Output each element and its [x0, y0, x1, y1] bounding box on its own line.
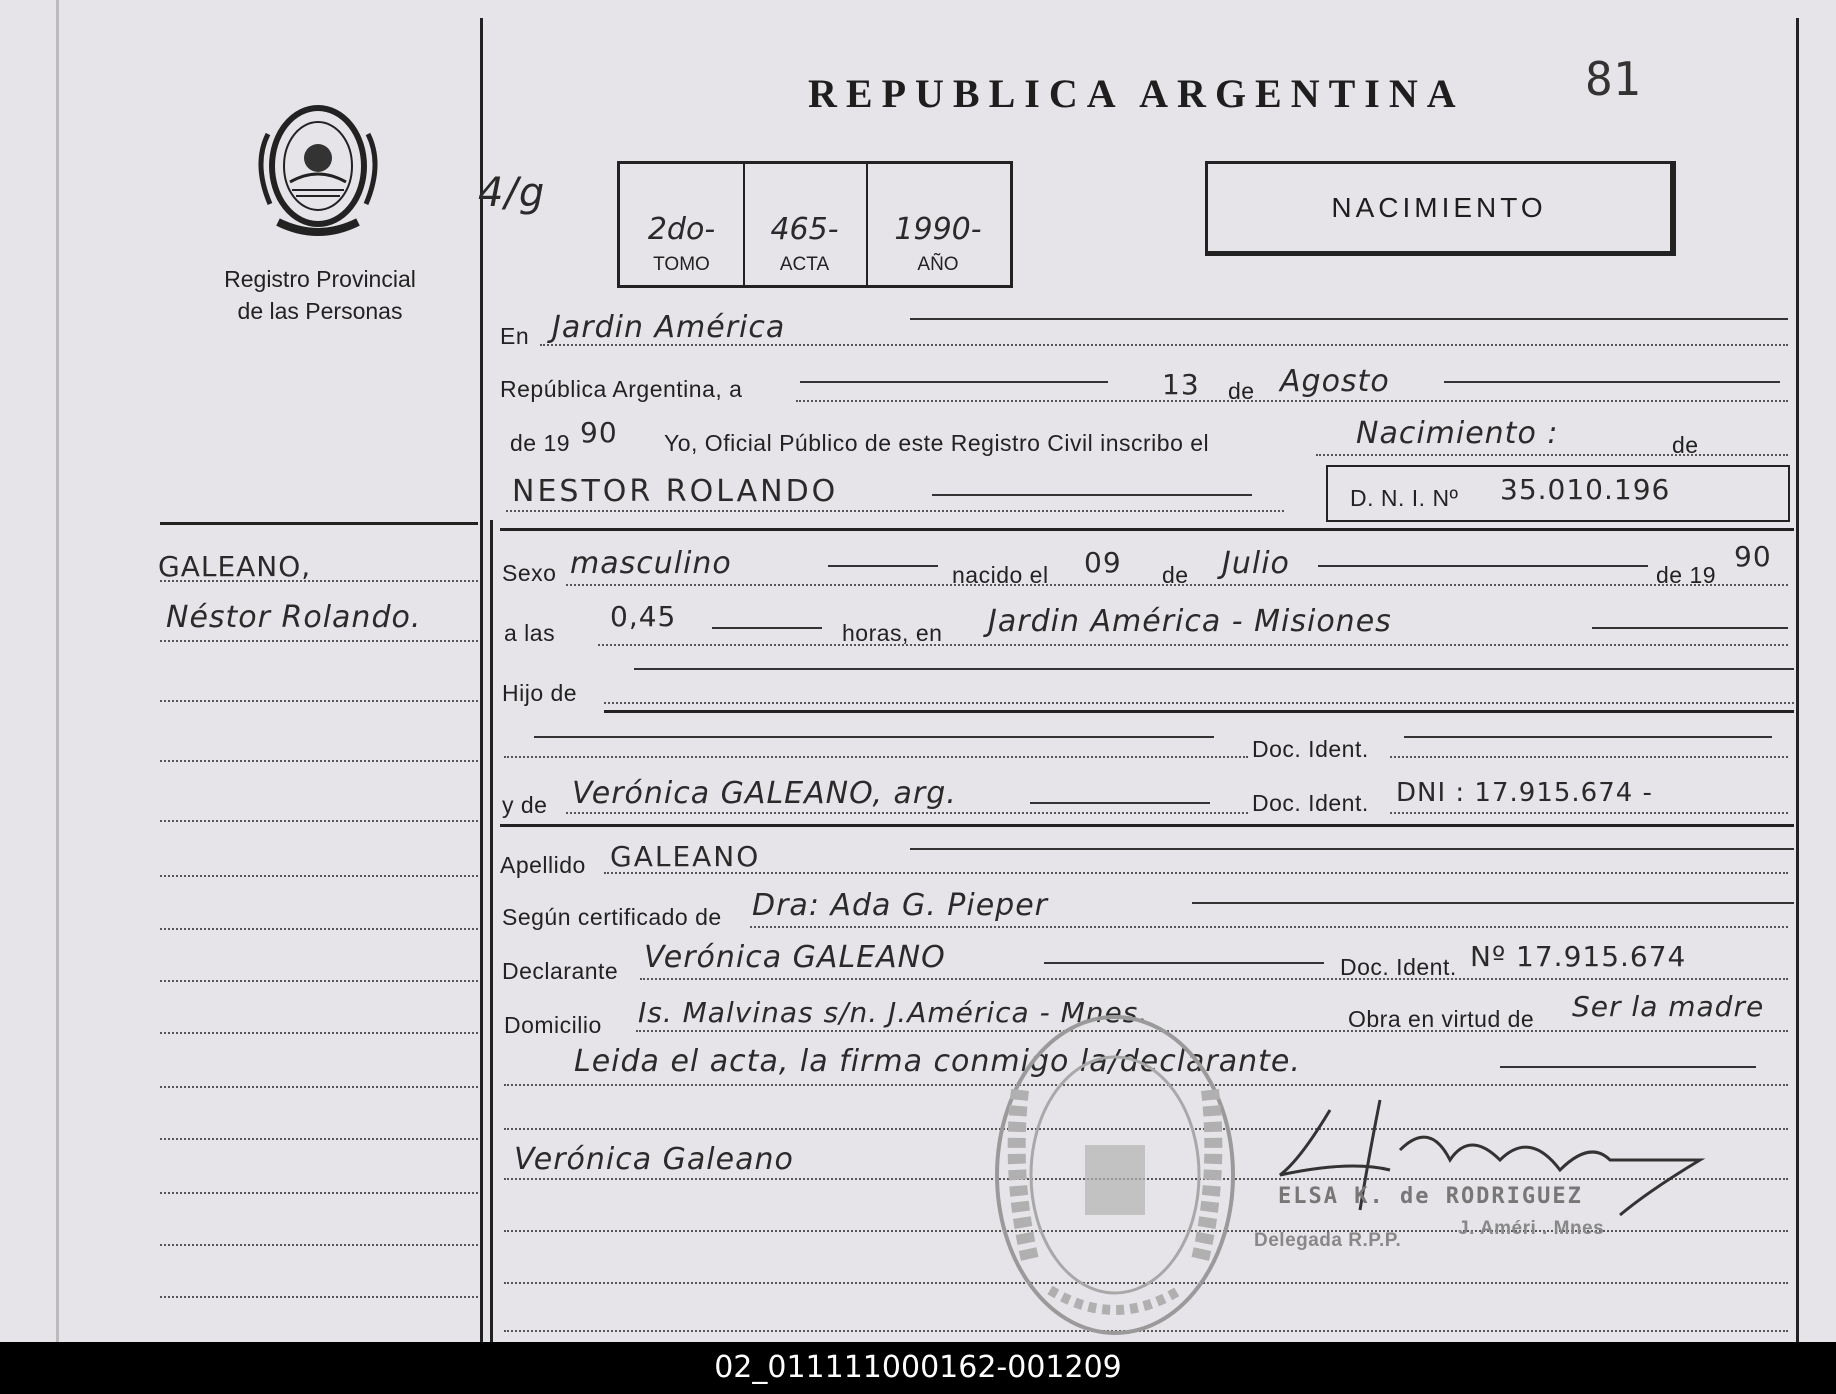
margin-line	[160, 875, 478, 877]
certificado-label: Según certificado de	[502, 904, 722, 930]
registration-month: Agosto	[1280, 364, 1390, 399]
hijo-de-label: Hijo de	[502, 680, 578, 706]
sexo-value: masculino	[570, 546, 732, 581]
act-type-label: NACIMIENTO	[1331, 192, 1547, 223]
place-value: Jardin América	[552, 310, 786, 345]
margin-line	[160, 760, 478, 762]
declarant-signature: Verónica Galeano	[514, 1142, 794, 1177]
underline	[1044, 962, 1324, 964]
declarante-label: Declarante	[502, 958, 619, 984]
year-suffix: 90	[580, 416, 618, 449]
year-prefix: de 19	[510, 430, 571, 456]
marginal-mark: 4/g	[478, 170, 546, 216]
underline	[1444, 381, 1780, 383]
panel-divider-inner	[490, 520, 493, 1342]
underline	[534, 736, 1214, 738]
tomo-value: 2do-	[647, 212, 716, 247]
oficial-text: Yo, Oficial Público de este Registro Civil inscribo el	[664, 430, 1210, 456]
horas-en-label: horas, en	[842, 620, 943, 646]
nacido-label: nacido el	[952, 562, 1049, 588]
obra-label: Obra en virtud de	[1348, 1006, 1535, 1032]
dotted-line	[598, 644, 1788, 646]
margin-line	[160, 820, 478, 822]
official-title: Delegada R.P.P.	[1254, 1230, 1402, 1251]
page-number: 81	[1585, 52, 1641, 106]
acta-label: ACTA	[779, 254, 830, 275]
registry-seal-icon	[990, 1010, 1240, 1340]
underline	[800, 381, 1108, 383]
underline	[910, 848, 1794, 850]
registry-name-line1: Registro Provincial	[224, 266, 416, 292]
dotted-line	[504, 756, 1248, 758]
birth-day: 09	[1084, 546, 1122, 579]
de-label-2: de	[1672, 432, 1699, 458]
certificado-value: Dra: Ada G. Pieper	[752, 888, 1048, 923]
margin-line	[160, 1138, 478, 1140]
doc-ident-label-2: Doc. Ident.	[1252, 790, 1369, 816]
underline	[1030, 802, 1210, 804]
birth-year-prefix: de 19	[1656, 562, 1717, 588]
dotted-line	[566, 812, 1248, 814]
dni-box	[1326, 465, 1790, 522]
margin-surname: GALEANO,	[158, 550, 312, 583]
domicilio-label: Domicilio	[504, 1012, 602, 1038]
misiones-emblem-icon	[248, 94, 388, 244]
underline	[828, 565, 938, 567]
dotted-line	[540, 344, 1788, 346]
section-rule	[500, 528, 1794, 531]
mother-doc: DNI : 17.915.674 -	[1396, 778, 1653, 808]
margin-line	[160, 1296, 478, 1298]
mother-name: Verónica GALEANO, arg.	[572, 776, 957, 811]
dotted-line	[604, 872, 1788, 874]
anio-cell	[866, 164, 1010, 285]
margin-line	[160, 1032, 478, 1034]
en-label: En	[500, 323, 530, 349]
margin-line	[160, 580, 478, 582]
a-las-label: a las	[504, 620, 556, 646]
de-label-3: de	[1162, 562, 1189, 588]
tomo-cell	[620, 164, 745, 285]
acta-cell	[743, 164, 868, 285]
de-label: de	[1228, 378, 1255, 404]
margin-line	[160, 640, 478, 642]
dotted-line	[1390, 812, 1788, 814]
dotted-line	[640, 978, 1788, 980]
obra-value: Ser la madre	[1572, 990, 1765, 1023]
apellido-label: Apellido	[500, 852, 586, 878]
panel-divider-outer	[480, 18, 483, 1342]
child-name: NESTOR ROLANDO	[512, 474, 839, 509]
margin-line	[160, 1244, 478, 1246]
margin-given-names: Néstor Rolando.	[166, 600, 422, 635]
dni-value: 35.010.196	[1500, 473, 1671, 506]
left-margin-line	[56, 0, 59, 1342]
section-rule	[500, 824, 1794, 827]
anio-label: AÑO	[917, 254, 959, 275]
dotted-line	[750, 926, 1788, 928]
registration-day: 13	[1162, 368, 1200, 401]
file-id: 02_011111000162-001209	[714, 1350, 1122, 1385]
doc-ident-label-3: Doc. Ident.	[1340, 954, 1457, 980]
acta-value: 465-	[770, 212, 839, 247]
underline	[910, 318, 1788, 320]
sexo-label: Sexo	[502, 560, 557, 586]
underline	[1500, 1066, 1756, 1068]
underline	[712, 627, 822, 629]
margin-line	[160, 1192, 478, 1194]
underline	[634, 668, 1794, 670]
dotted-line	[604, 702, 1794, 704]
official-name: ELSA K. de RODRIGUEZ	[1278, 1184, 1583, 1209]
declarante-value: Verónica GALEANO	[644, 940, 946, 975]
apellido-value: GALEANO	[610, 840, 761, 873]
republica-label: República Argentina, a	[500, 376, 743, 402]
margin-line	[160, 1086, 478, 1088]
y-de-label: y de	[502, 792, 548, 818]
register-box	[617, 161, 1013, 288]
act-type-box	[1205, 161, 1676, 256]
underline	[932, 494, 1252, 496]
right-border-line	[1796, 18, 1799, 1342]
dotted-line	[1390, 756, 1788, 758]
margin-line	[160, 980, 478, 982]
underline	[1404, 736, 1772, 738]
file-id-bar	[0, 1342, 1836, 1394]
official-place: J. Améri . Mnes	[1458, 1218, 1605, 1239]
closing-note: Leida el acta, la firma conmigo la/declarante.	[574, 1044, 1301, 1079]
dni-label: D. N. I. Nº	[1350, 485, 1459, 511]
underline	[1318, 565, 1648, 567]
dotted-line	[506, 510, 1284, 512]
underline	[1592, 627, 1788, 629]
margin-line	[160, 700, 478, 702]
section-rule	[604, 710, 1794, 713]
event-value: Nacimiento :	[1356, 416, 1559, 451]
tomo-label: TOMO	[653, 254, 710, 275]
registry-name-line2: de las Personas	[237, 298, 403, 324]
birth-hour: 0,45	[610, 600, 677, 633]
birth-year-suffix: 90	[1734, 540, 1772, 573]
declarante-doc: Nº 17.915.674	[1470, 940, 1687, 973]
underline	[1192, 902, 1794, 904]
doc-ident-label: Doc. Ident.	[1252, 736, 1369, 762]
country-title: REPUBLICA ARGENTINA	[808, 71, 1465, 116]
margin-line	[160, 928, 478, 930]
anio-value: 1990-	[894, 212, 982, 247]
left-panel-separator	[160, 522, 478, 525]
dotted-line	[566, 584, 1788, 586]
birth-place: Jardin América - Misiones	[988, 604, 1392, 639]
birth-month: Julio	[1222, 546, 1290, 581]
dotted-line	[796, 400, 1788, 402]
dotted-line	[1316, 454, 1788, 456]
domicilio-value: Is. Malvinas s/n. J.América - Mnes.	[638, 996, 1149, 1029]
